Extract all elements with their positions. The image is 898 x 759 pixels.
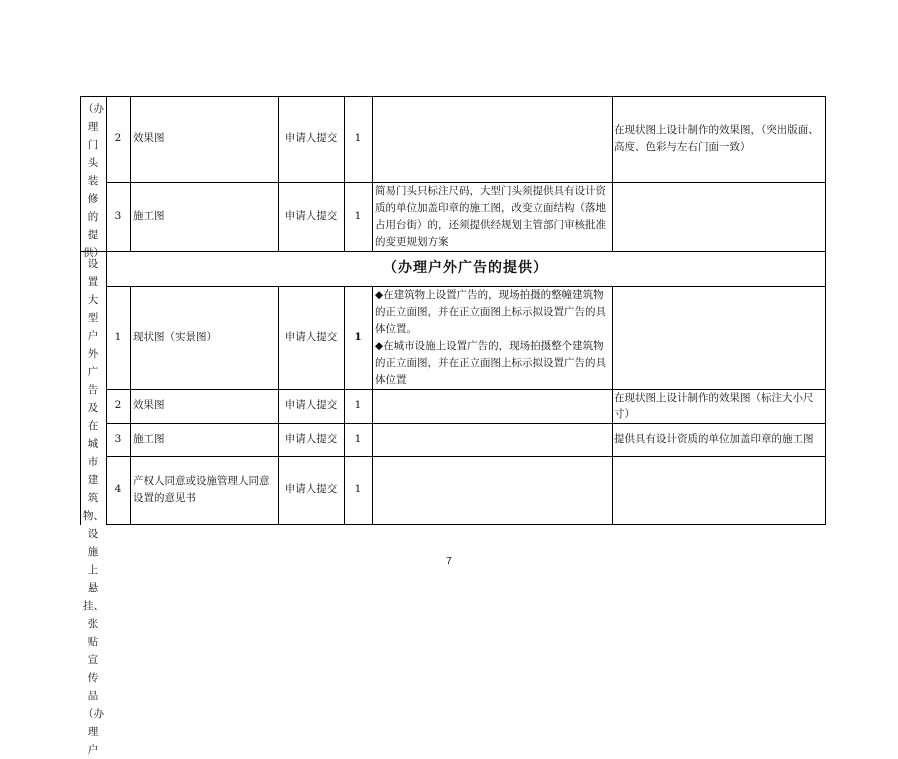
- copies-text: 1: [354, 432, 362, 445]
- table-rule: [130, 286, 131, 525]
- note: [375, 183, 610, 251]
- category-cell: [83, 98, 104, 259]
- submitter: [278, 389, 344, 423]
- section-title: [106, 251, 825, 286]
- table-rule: [612, 96, 613, 252]
- submitter-text: 申请人提交: [284, 132, 338, 145]
- submitter: [278, 286, 344, 389]
- row-number-text: 3: [114, 209, 122, 222]
- row-number-text: 2: [114, 399, 122, 412]
- material-name-text: 产权人同意或设施管理人同意设置的意见书: [133, 475, 270, 504]
- material-name: [133, 389, 275, 423]
- remark: [614, 423, 825, 456]
- note: [375, 423, 609, 456]
- table-rule: [80, 96, 81, 525]
- copies-text: 1: [354, 399, 362, 412]
- remark-text: 在现状图上设计制作的效果图，（突出版面、高度、色彩与左右门面一致）: [614, 123, 819, 153]
- remark: [614, 96, 824, 182]
- note: [375, 456, 609, 524]
- submitter-text: 申请人提交: [284, 399, 338, 412]
- copies: [344, 96, 372, 182]
- material-name: [133, 456, 276, 524]
- row-number: [106, 423, 130, 456]
- table-rule: [612, 286, 613, 525]
- material-name: [133, 423, 275, 456]
- submitter-text: 申请人提交: [284, 483, 338, 496]
- copies-text: 1: [354, 330, 362, 343]
- submitter-text: 申请人提交: [284, 330, 338, 343]
- copies: [344, 286, 372, 389]
- submitter-text: 申请人提交: [284, 209, 338, 222]
- remark-text: 在现状图上设计制作的效果图（标注大小尺寸）: [614, 392, 814, 420]
- material-name-text: 施工图: [133, 432, 165, 445]
- note-text: 简易门头只标注尺码，大型门头须提供具有设计资质的单位加盖印章的施工图，改变立面结构（落地占用台街）的，还须提供经规划主管部门审核批准的变更规划方案: [375, 185, 606, 248]
- material-name-text: 效果图: [133, 399, 165, 412]
- note-item: ◆在城市设施上设置广告的，现场拍摄整个建筑物的正立面图，并在正立面图上标示拟设置广告的具体位置: [375, 340, 606, 386]
- material-name-text: 施工图: [133, 209, 165, 222]
- copies-text: 1: [354, 483, 362, 496]
- material-name: [133, 96, 275, 182]
- row-number: [106, 389, 130, 423]
- table-rule: [825, 96, 826, 525]
- remark: [614, 182, 824, 251]
- copies: [344, 182, 372, 251]
- material-name: [133, 182, 275, 251]
- row-number-text: 2: [114, 132, 122, 145]
- note-item: ◆在建筑物上设置广告的，现场拍摄的整幢建筑物的正立面图，并在正立面图上标示拟设置广告的具体位置。: [375, 289, 606, 335]
- category-label: 设置大型户外广告及在城市建筑物、设施上悬挂、张贴宣传品（办理户: [83, 258, 104, 756]
- row-number-text: 4: [114, 483, 122, 496]
- submitter: [278, 456, 344, 524]
- copies-text: 1: [354, 132, 362, 145]
- row-number: [106, 456, 130, 524]
- remark: [614, 286, 824, 389]
- remark: [614, 456, 824, 524]
- note: [375, 287, 610, 389]
- submitter-text: 申请人提交: [284, 432, 338, 445]
- category-label: （办理门头装修的提供）: [83, 103, 104, 259]
- row-number-text: 1: [114, 330, 122, 343]
- note: [375, 96, 609, 182]
- row-number: [106, 286, 130, 389]
- table-rule: [106, 524, 826, 525]
- material-name: [133, 286, 275, 389]
- category-cell: [83, 252, 104, 756]
- table-rule: [372, 96, 373, 252]
- table-rule: [372, 286, 373, 525]
- submitter: [278, 96, 344, 182]
- page-number: 7: [446, 556, 452, 567]
- submitter: [278, 182, 344, 251]
- note: [375, 389, 609, 423]
- copies-text: 1: [354, 209, 362, 222]
- remark: [614, 389, 824, 423]
- material-name-text: 现状图（实景图）: [133, 330, 217, 343]
- row-number-text: 3: [114, 432, 122, 445]
- row-number: [106, 182, 130, 251]
- table-rule: [130, 96, 131, 252]
- copies: [344, 389, 372, 423]
- copies: [344, 423, 372, 456]
- copies: [344, 456, 372, 524]
- section-title-text: （办理户外广告的提供）: [383, 259, 548, 276]
- row-number: [106, 96, 130, 182]
- material-name-text: 效果图: [133, 132, 165, 145]
- remark-text: 提供具有设计资质的单位加盖印章的施工图: [614, 432, 814, 445]
- submitter: [278, 423, 344, 456]
